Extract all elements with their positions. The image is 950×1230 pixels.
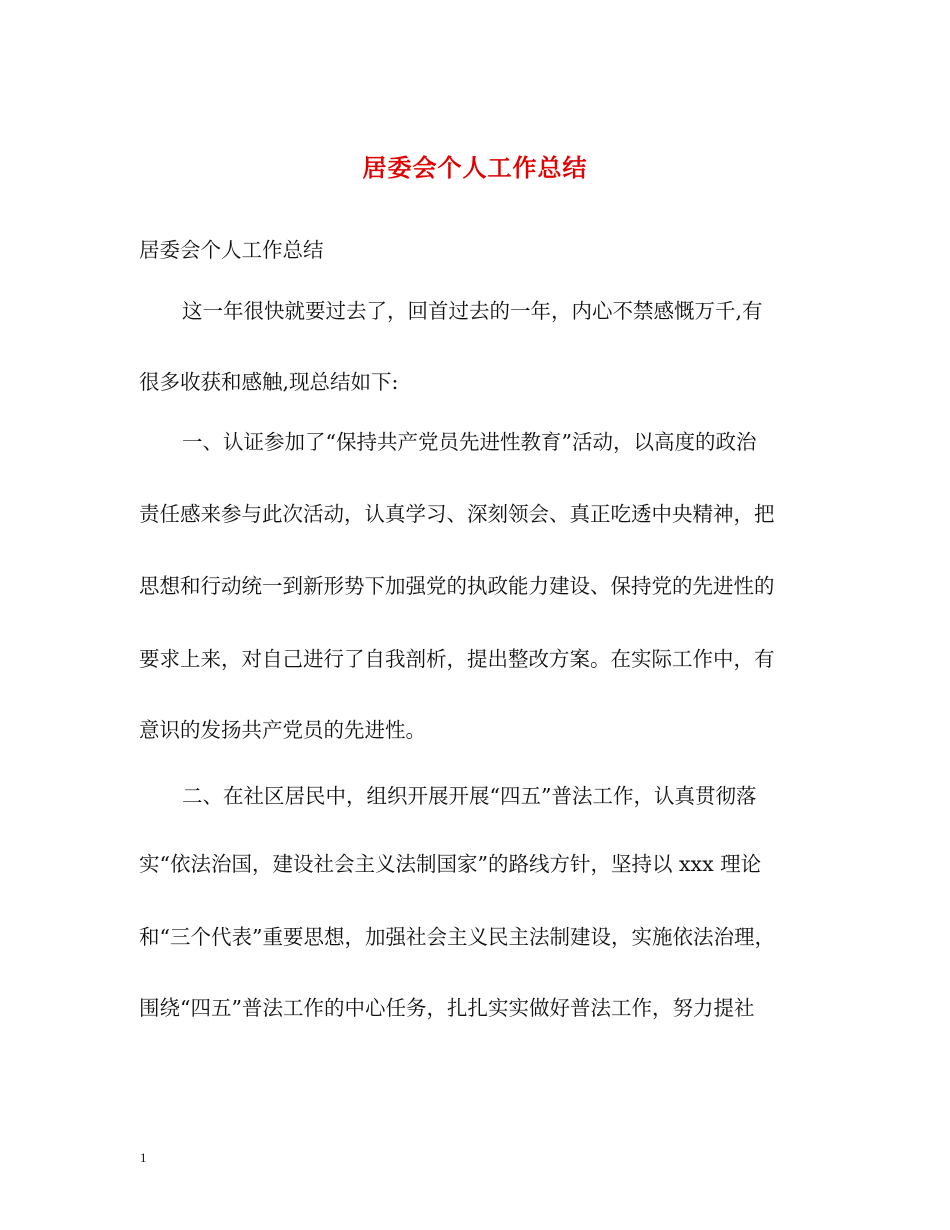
page-number: 1 [140,1150,147,1165]
body-line-9: 实“依法治国，建设社会主义法制国家”的路线方针，坚持以 xxx 理论 [139,852,762,876]
body-line-5: 思想和行动统一到新形势下加强党的执政能力建设、保持党的先进性的 [139,574,775,598]
body-line-3: 一、认证参加了“保持共产党员先进性教育”活动，以高度的政治 [182,430,757,454]
body-line-2: 很多收获和感触,现总结如下: [139,370,399,394]
body-line-8: 二、在社区居民中，组织开展开展“四五”普法工作，认真贯彻落 [182,784,757,808]
body-line-7: 意识的发扬共产党员的先进性。 [139,718,426,742]
page-title: 居委会个人工作总结 [362,153,588,182]
body-line-4: 责任感来参与此次活动，认真学习、深刻领会、真正吃透中央精神，把 [139,502,775,526]
body-line-1: 这一年很快就要过去了，回首过去的一年，内心不禁感慨万千,有 [182,299,763,323]
body-line-10: 和“三个代表”重要思想，加强社会主义民主法制建设，实施依法治理， [139,925,775,949]
document-subtitle: 居委会个人工作总结 [139,238,324,262]
body-line-6: 要求上来，对自己进行了自我剖析，提出整改方案。在实际工作中，有 [139,647,775,671]
body-line-11: 围绕“四五”普法工作的中心任务，扎扎实实做好普法工作，努力提社 [139,996,755,1020]
